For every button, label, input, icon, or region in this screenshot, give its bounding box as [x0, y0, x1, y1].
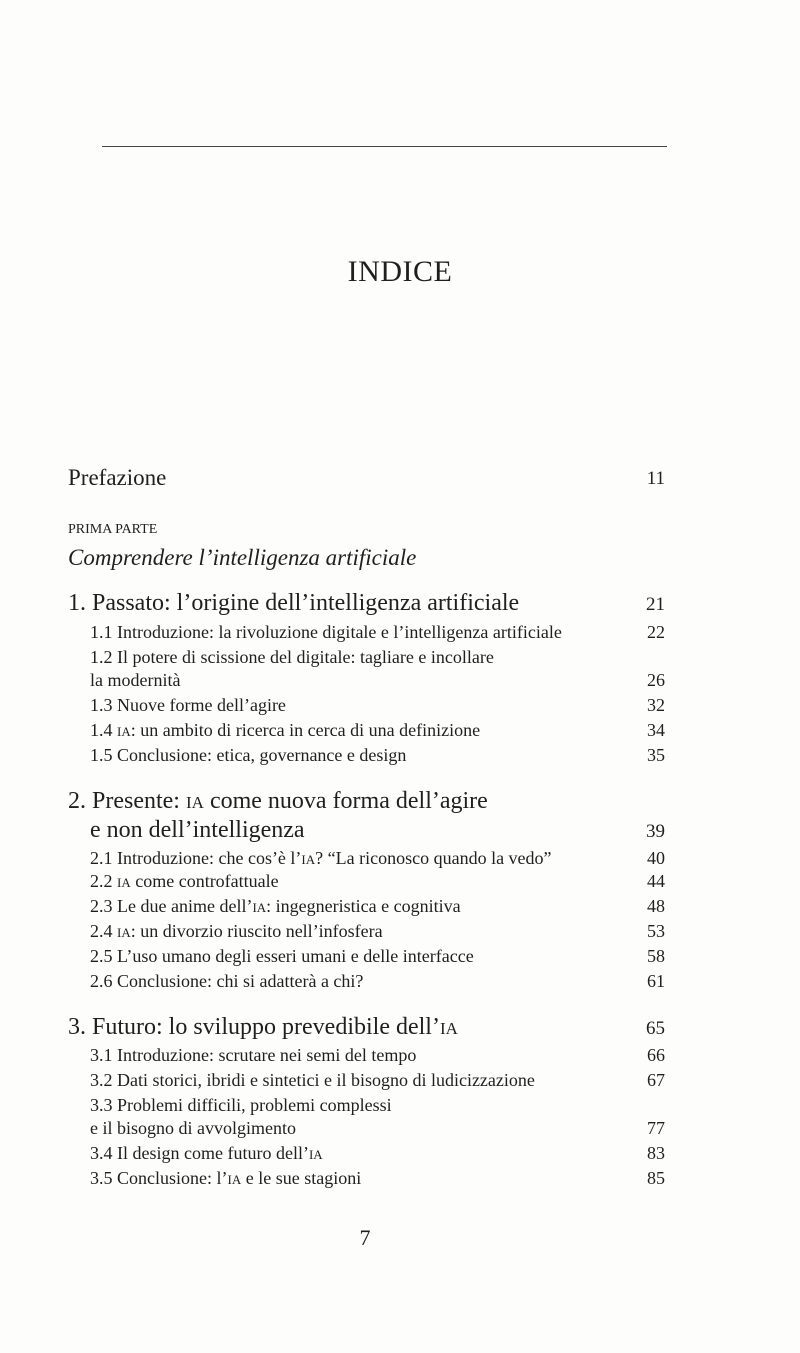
chapter-title: 3. Futuro: lo sviluppo prevedibile dell’ia [68, 1014, 458, 1040]
section-title-continued: la modernità [90, 670, 181, 690]
section-title: 1.1 Introduzione: la rivoluzione digitale e l’intelligenza artificiale [90, 622, 562, 642]
ia-abbrev: ia [185, 788, 204, 814]
section-title: 2.3 Le due anime dell’ia: ingegneristica e cognitiva [90, 896, 461, 916]
section-title: 2.1 Introduzione: che cos’è l’ia? “La riconosco quando la vedo” [90, 848, 552, 868]
chapter-page: 21 [646, 594, 665, 615]
section-page: 58 [647, 946, 665, 966]
section-page: 77 [647, 1118, 665, 1138]
section-title: 2.4 ia: un divorzio riuscito nell’infosfera [90, 921, 383, 941]
section-title: 3.5 Conclusione: l’ia e le sue stagioni [90, 1168, 362, 1188]
top-rule [102, 146, 667, 147]
chapter-title-continued: e non dell’intelligenza [90, 817, 305, 843]
section-title: 1.5 Conclusione: etica, governance e design [90, 745, 407, 765]
chapter-title: 1. Passato: l’origine dell’intelligenza artificiale [68, 590, 520, 616]
section-title: 3.1 Introduzione: scrutare nei semi del tempo [90, 1045, 417, 1065]
section-title: 2.6 Conclusione: chi si adatterà a chi? [90, 971, 364, 991]
section-page: 61 [647, 971, 665, 991]
ia-abbrev: ia [227, 1168, 242, 1188]
section-page: 44 [647, 871, 665, 891]
section-page: 85 [647, 1168, 665, 1188]
section-page: 53 [647, 921, 665, 941]
ia-abbrev: ia [117, 720, 131, 740]
chapter-title: 2. Presente: ia come nuova forma dell’agire [68, 788, 488, 814]
page-title: INDICE [347, 255, 453, 288]
ia-abbrev: ia [301, 848, 316, 868]
ia-abbrev: ia [439, 1014, 458, 1040]
section-page: 66 [647, 1045, 665, 1065]
section-page: 40 [647, 848, 665, 868]
ia-abbrev: ia [308, 1143, 323, 1163]
section-title: 3.3 Problemi difficili, problemi complessi [90, 1095, 392, 1115]
section-page: 83 [647, 1143, 665, 1163]
ia-abbrev: ia [117, 921, 131, 941]
preface-title: Prefazione [68, 465, 167, 490]
section-page: 22 [647, 622, 665, 642]
section-title: 1.2 Il potere di scissione del digitale: tagliare e incollare [90, 647, 494, 667]
section-page: 26 [647, 670, 665, 690]
section-title: 3.2 Dati storici, ibridi e sintetici e il bisogno di ludicizzazione [90, 1070, 535, 1090]
section-title: 2.5 L’uso umano degli esseri umani e delle interfacce [90, 946, 474, 966]
ia-abbrev: ia [252, 896, 267, 916]
section-page: 35 [647, 745, 665, 765]
section-page: 34 [647, 720, 665, 740]
part-title: Comprendere l’intelligenza artificiale [68, 545, 417, 570]
section-title: 2.2 ia come controfattuale [90, 871, 279, 891]
section-title-continued: e il bisogno di avvolgimento [90, 1118, 296, 1138]
chapter-page: 65 [646, 1018, 665, 1039]
page-number: 7 [359, 1225, 371, 1250]
section-page: 48 [647, 896, 665, 916]
part-label: PRIMA PARTE [68, 522, 158, 537]
section-page: 32 [647, 695, 665, 715]
chapter-page: 39 [646, 821, 665, 842]
section-title: 3.4 Il design come futuro dell’ia [90, 1143, 323, 1163]
section-page: 67 [647, 1070, 665, 1090]
section-title: 1.3 Nuove forme dell’agire [90, 695, 286, 715]
ia-abbrev: ia [117, 871, 131, 891]
section-title: 1.4 ia: un ambito di ricerca in cerca di una definizione [90, 720, 481, 740]
preface-page: 11 [646, 468, 665, 489]
